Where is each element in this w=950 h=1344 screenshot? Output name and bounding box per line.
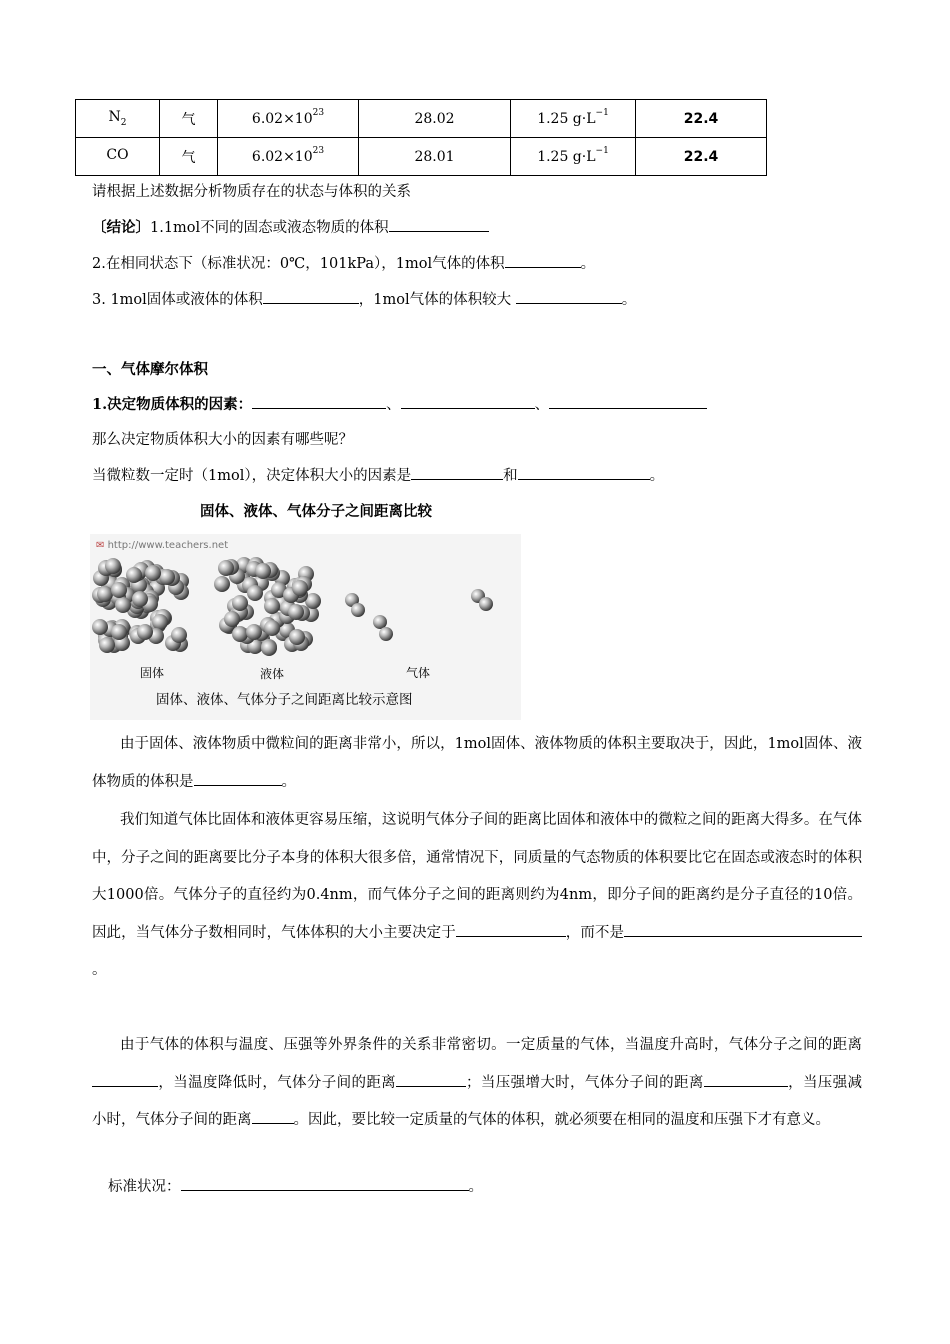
- watermark-text: ✉ http://www.teachers.net: [96, 540, 229, 551]
- conclusion-item-1: 〔结论〕1.1mol不同的固态或液态物质的体积: [92, 216, 489, 237]
- question-line: 那么决定物质体积大小的因素有哪些呢？: [92, 432, 353, 448]
- answer-blank[interactable]: [252, 394, 386, 409]
- molecule-sphere: [111, 582, 127, 598]
- answer-blank[interactable]: [518, 465, 650, 480]
- state-cell: 气: [160, 100, 218, 138]
- table-row: [76, 138, 767, 176]
- molecule-sphere: [247, 585, 263, 601]
- answer-blank[interactable]: [411, 465, 503, 480]
- volume-cell: 22.4: [636, 138, 767, 176]
- molar-mass-cell: 28.02: [359, 100, 511, 138]
- molecule-sphere: [159, 569, 175, 585]
- standard-conditions: 标准状况： 。: [108, 1175, 483, 1196]
- molecule-sphere: [289, 629, 305, 645]
- section-heading: 一、气体摩尔体积: [92, 361, 208, 378]
- molecule-sphere: [232, 595, 248, 611]
- answer-blank[interactable]: [396, 1072, 466, 1087]
- paragraph-gas-distance: 我们知道气体比固体和液体更容易压缩，这说明气体分子间的距离比固体和液体中的微粒之间的距离大得多。在气体中，分子之间的距离要比分子本身的体积大很多倍，通常情况下，同质量的气态物质的体积要比它在固态或液态时的体积大1000倍。气体分子的直径约为0.4nm，而气体分子之间的距离则约为4nm，即分子间的距离约是分子直径的10倍。因此，当气体分子数相同时，气体体积的大小主要决定于 ，而不是。: [92, 812, 862, 978]
- molar-mass-cell: 28.01: [359, 138, 511, 176]
- factors-line: 当微粒数一定时（1mol），决定体积大小的因素是 和 。: [92, 464, 664, 485]
- gas-data-table: [75, 99, 767, 176]
- molecule-sphere: [246, 624, 262, 640]
- gas-label: 气体: [406, 666, 431, 680]
- answer-blank[interactable]: [181, 1176, 469, 1191]
- answer-blank[interactable]: [389, 217, 489, 232]
- table-row: [76, 100, 767, 138]
- answer-blank[interactable]: [263, 289, 359, 304]
- substance-cell: CO: [76, 138, 160, 176]
- liquid-label: 液体: [260, 667, 285, 681]
- volume-cell: 22.4: [636, 100, 767, 138]
- answer-blank[interactable]: [401, 394, 535, 409]
- conclusion-item-2: 2.在相同状态下（标准状况：0℃，101kPa），1mol气体的体积 。: [92, 252, 595, 273]
- molecule-sphere: [115, 597, 131, 613]
- molecule-sphere: [92, 619, 108, 635]
- paragraph-temperature-pressure: 由于气体的体积与温度、压强等外界条件的关系非常密切。一定质量的气体，当温度升高时，气体分子之间的距离，当温度降低时，气体分子间的距离 ；当压强增大时，气体分子间的距离 ，当压强减小时，气体分子间的距离 。因此，要比较一定质量的气体的体积，就必须要在相同的温度和压强下才有意义。: [92, 1037, 863, 1128]
- answer-blank[interactable]: [92, 1072, 158, 1087]
- answer-blank[interactable]: [194, 771, 282, 786]
- conclusion-item-3: 3. 1mol固体或液体的体积 ，1mol气体的体积较大 。: [92, 288, 636, 309]
- molecule-sphere: [379, 627, 393, 641]
- molecule-sphere: [214, 576, 230, 592]
- answer-blank[interactable]: [252, 1109, 294, 1124]
- substance-cell: $N_2$: [76, 100, 160, 138]
- answer-blank[interactable]: [704, 1072, 788, 1087]
- factors-question: 1.决定物质体积的因素： 、 、: [92, 393, 707, 414]
- figure-title: 固体、液体、气体分子之间距离比较: [200, 504, 432, 520]
- molecule-sphere: [288, 604, 304, 620]
- molecule-sphere: [145, 565, 161, 581]
- broken-image-icon: ✉: [96, 540, 105, 551]
- answer-blank[interactable]: [549, 394, 707, 409]
- molecule-sphere: [126, 567, 142, 583]
- molecule-sphere: [171, 627, 187, 643]
- answer-blank[interactable]: [516, 289, 622, 304]
- density-cell: 1.25 $g\cdot L^{-1}$: [511, 100, 636, 138]
- molecule-sphere: [351, 603, 365, 617]
- particle-count-cell: $6.02\times 10^{23}$: [218, 100, 359, 138]
- paragraph-solid-liquid: 由于固体、液体物质中微粒间的距离非常小，所以，1mol固体、液体物质的体积主要取决于，因此，1mol固体、液体物质的体积是 。: [92, 736, 863, 790]
- molecule-sphere: [224, 611, 240, 627]
- analysis-prompt: 请根据上述数据分析物质存在的状态与体积的关系: [92, 184, 411, 200]
- solid-label: 固体: [140, 666, 165, 680]
- molecule-sphere: [261, 640, 277, 656]
- molecule-sphere: [292, 580, 308, 596]
- molecule-sphere: [479, 597, 493, 611]
- molecule-sphere: [264, 620, 280, 636]
- particle-count-cell: $6.02\times 10^{23}$: [218, 138, 359, 176]
- molecule-distance-figure: [90, 534, 521, 720]
- state-cell: 气: [160, 138, 218, 176]
- answer-blank[interactable]: [624, 922, 862, 937]
- answer-blank[interactable]: [505, 253, 581, 268]
- density-cell: 1.25 $g\cdot L^{-1}$: [511, 138, 636, 176]
- answer-blank[interactable]: [456, 922, 566, 937]
- molecule-sphere: [264, 598, 280, 614]
- molecule-sphere: [99, 637, 115, 653]
- molecule-sphere: [255, 563, 271, 579]
- figure-caption: 固体、液体、气体分子之间距离比较示意图: [156, 692, 413, 708]
